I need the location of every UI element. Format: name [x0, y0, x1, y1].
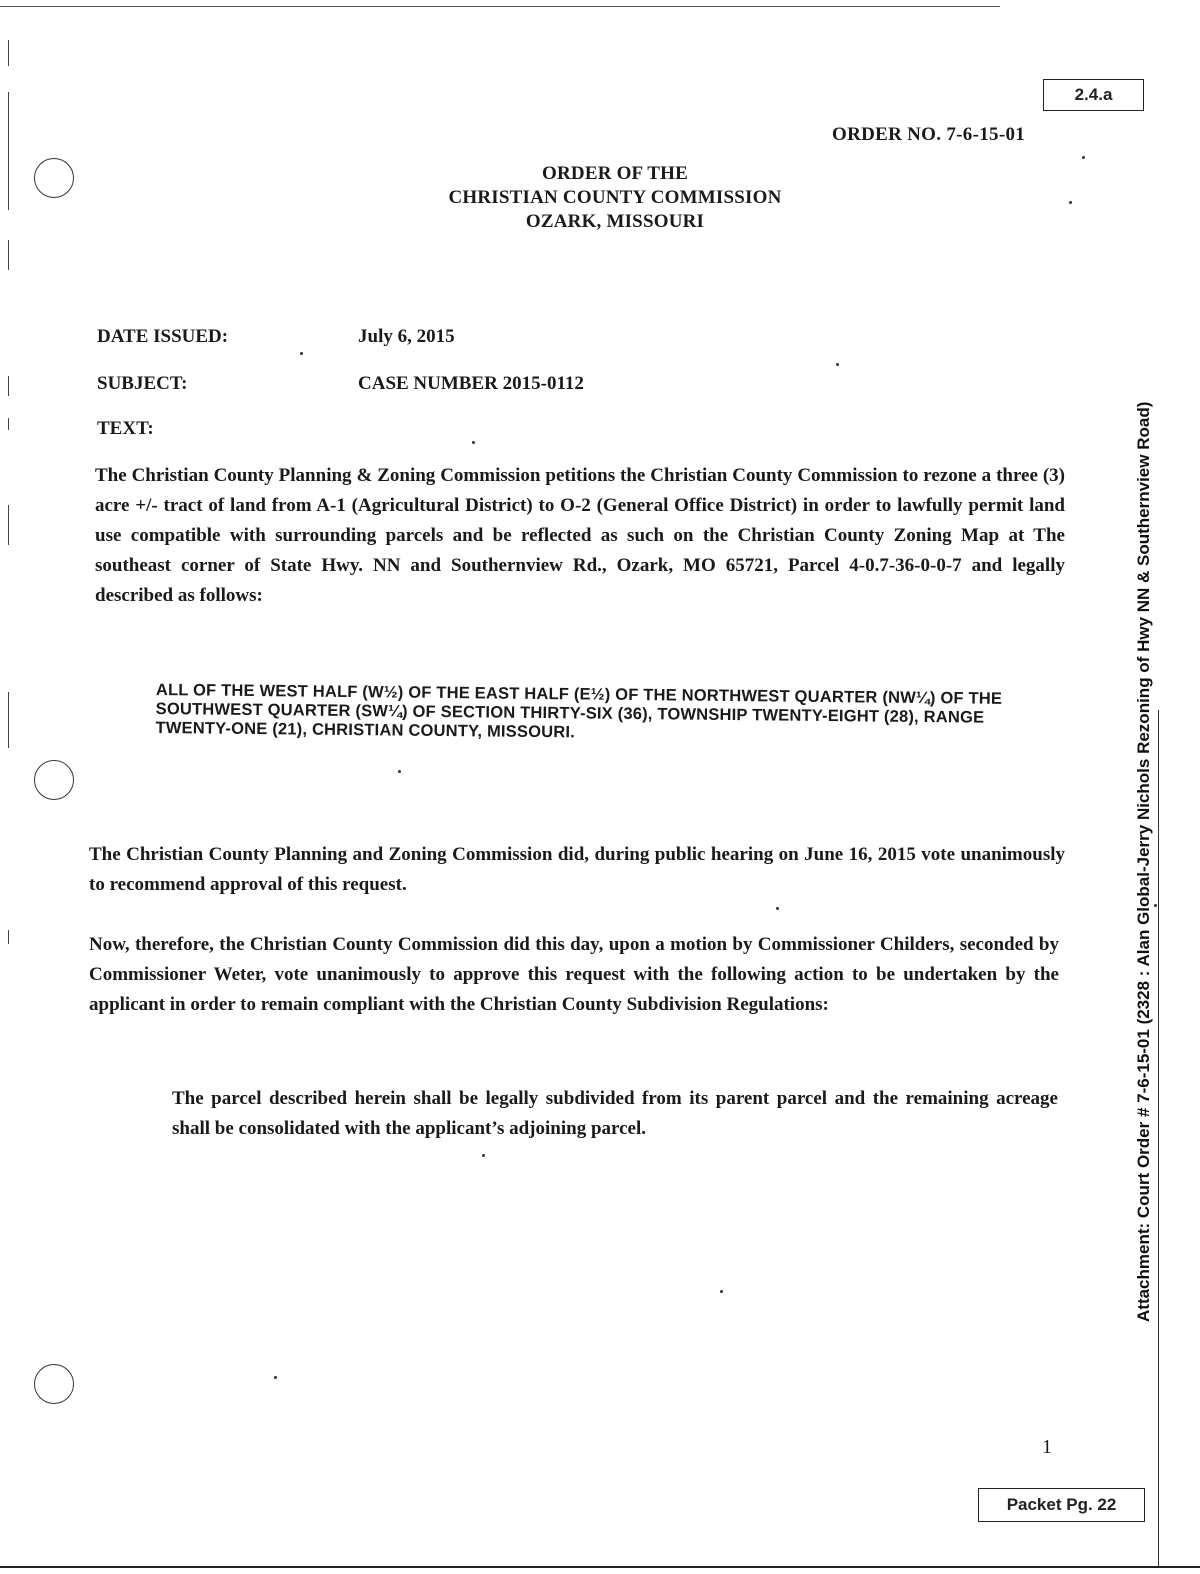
scan-speck: [300, 352, 303, 355]
scan-speck: [836, 363, 839, 366]
scan-speck: [720, 1290, 723, 1293]
text-label: TEXT:: [97, 418, 154, 439]
agenda-item-stamp: 2.4.a: [1043, 79, 1144, 111]
order-number: ORDER NO. 7-6-15-01: [832, 124, 1026, 145]
scan-mark: [8, 692, 9, 748]
right-edge-rule: [1158, 710, 1159, 1566]
legal-description: ALL OF THE WEST HALF (W½) OF THE EAST HALF (E½) OF THE NORTHWEST QUARTER (NW¼) OF THE SOUTHWEST QUARTER (SW¼) OF SECTION THIRTY-SIX (36), TOWNSHIP TWENTY-EIGHT (28), RANGE TWENTY-ONE (21), CHRISTIAN COUNTY, MISSOURI.: [155, 681, 1003, 742]
scan-speck: [1154, 904, 1157, 907]
subdivision-action-paragraph: The parcel described herein shall be legally subdivided from its parent parcel and the remaining acreage shall be consolidated with the applicant’s adjoining parcel.: [172, 1088, 1058, 1139]
scan-mark: [8, 240, 9, 270]
scan-mark: [8, 92, 9, 210]
planning-recommendation-paragraph: The Christian County Planning and Zoning Commission did, during public hearing on June 16, 2015 vote unanimously to recommend approval of this request.: [89, 844, 1065, 895]
scan-speck: [472, 441, 475, 444]
punch-hole-icon: [34, 760, 74, 800]
packet-page-stamp: Packet Pg. 22: [978, 1488, 1145, 1522]
punch-hole-icon: [34, 1364, 74, 1404]
subject-label: SUBJECT:: [97, 373, 188, 394]
scan-speck: [274, 1376, 277, 1379]
date-issued-value: July 6, 2015: [358, 326, 455, 347]
heading-line-2: CHRISTIAN COUNTY COMMISSION: [448, 187, 782, 208]
bottom-edge-rule: [0, 1566, 1200, 1568]
punch-hole-icon: [34, 158, 74, 198]
page-number: 1: [1042, 1436, 1052, 1458]
scan-mark: [8, 40, 9, 66]
top-edge-rule: [0, 6, 1000, 7]
attachment-sidebar-label: Attachment: Court Order # 7-6-15-01 (2328 : Alan Global-Jerry Nichols Rezoning of Hwy NN & Southernview Road): [1134, 401, 1153, 1322]
subject-value: CASE NUMBER 2015-0112: [358, 373, 584, 394]
scan-mark: [8, 418, 9, 430]
petition-paragraph: The Christian County Planning & Zoning Commission petitions the Christian County Commission to rezone a three (3) acre +/- tract of land from A-1 (Agricultural District) to O-2 (General Office District) in order to lawfully permit land use compatible with surrounding parcels and be reflected as such on the Christian County Zoning Map at The southeast corner of State Hwy. NN and Southernview Rd., Ozark, MO 65721, Parcel 4-0.7-36-0-0-7 and legally described as follows:: [95, 465, 1065, 606]
scan-speck: [482, 1154, 485, 1157]
scan-speck: [398, 770, 401, 773]
scan-speck: [1082, 156, 1085, 159]
heading-line-1: ORDER OF THE: [542, 163, 688, 184]
date-issued-label: DATE ISSUED:: [97, 326, 229, 347]
scan-speck: [1069, 201, 1072, 204]
scan-mark: [8, 505, 9, 545]
scan-mark: [8, 376, 9, 396]
scan-mark: [8, 930, 9, 944]
scan-speck: [776, 907, 779, 910]
heading-line-3: OZARK, MISSOURI: [525, 211, 705, 232]
commission-approval-paragraph: Now, therefore, the Christian County Commission did this day, upon a motion by Commissioner Childers, seconded by Commissioner Weter, vote unanimously to approve this request with the following action to be undertaken by the applicant in order to remain compliant with the Christian County Subdivision Regulations:: [89, 934, 1059, 1015]
